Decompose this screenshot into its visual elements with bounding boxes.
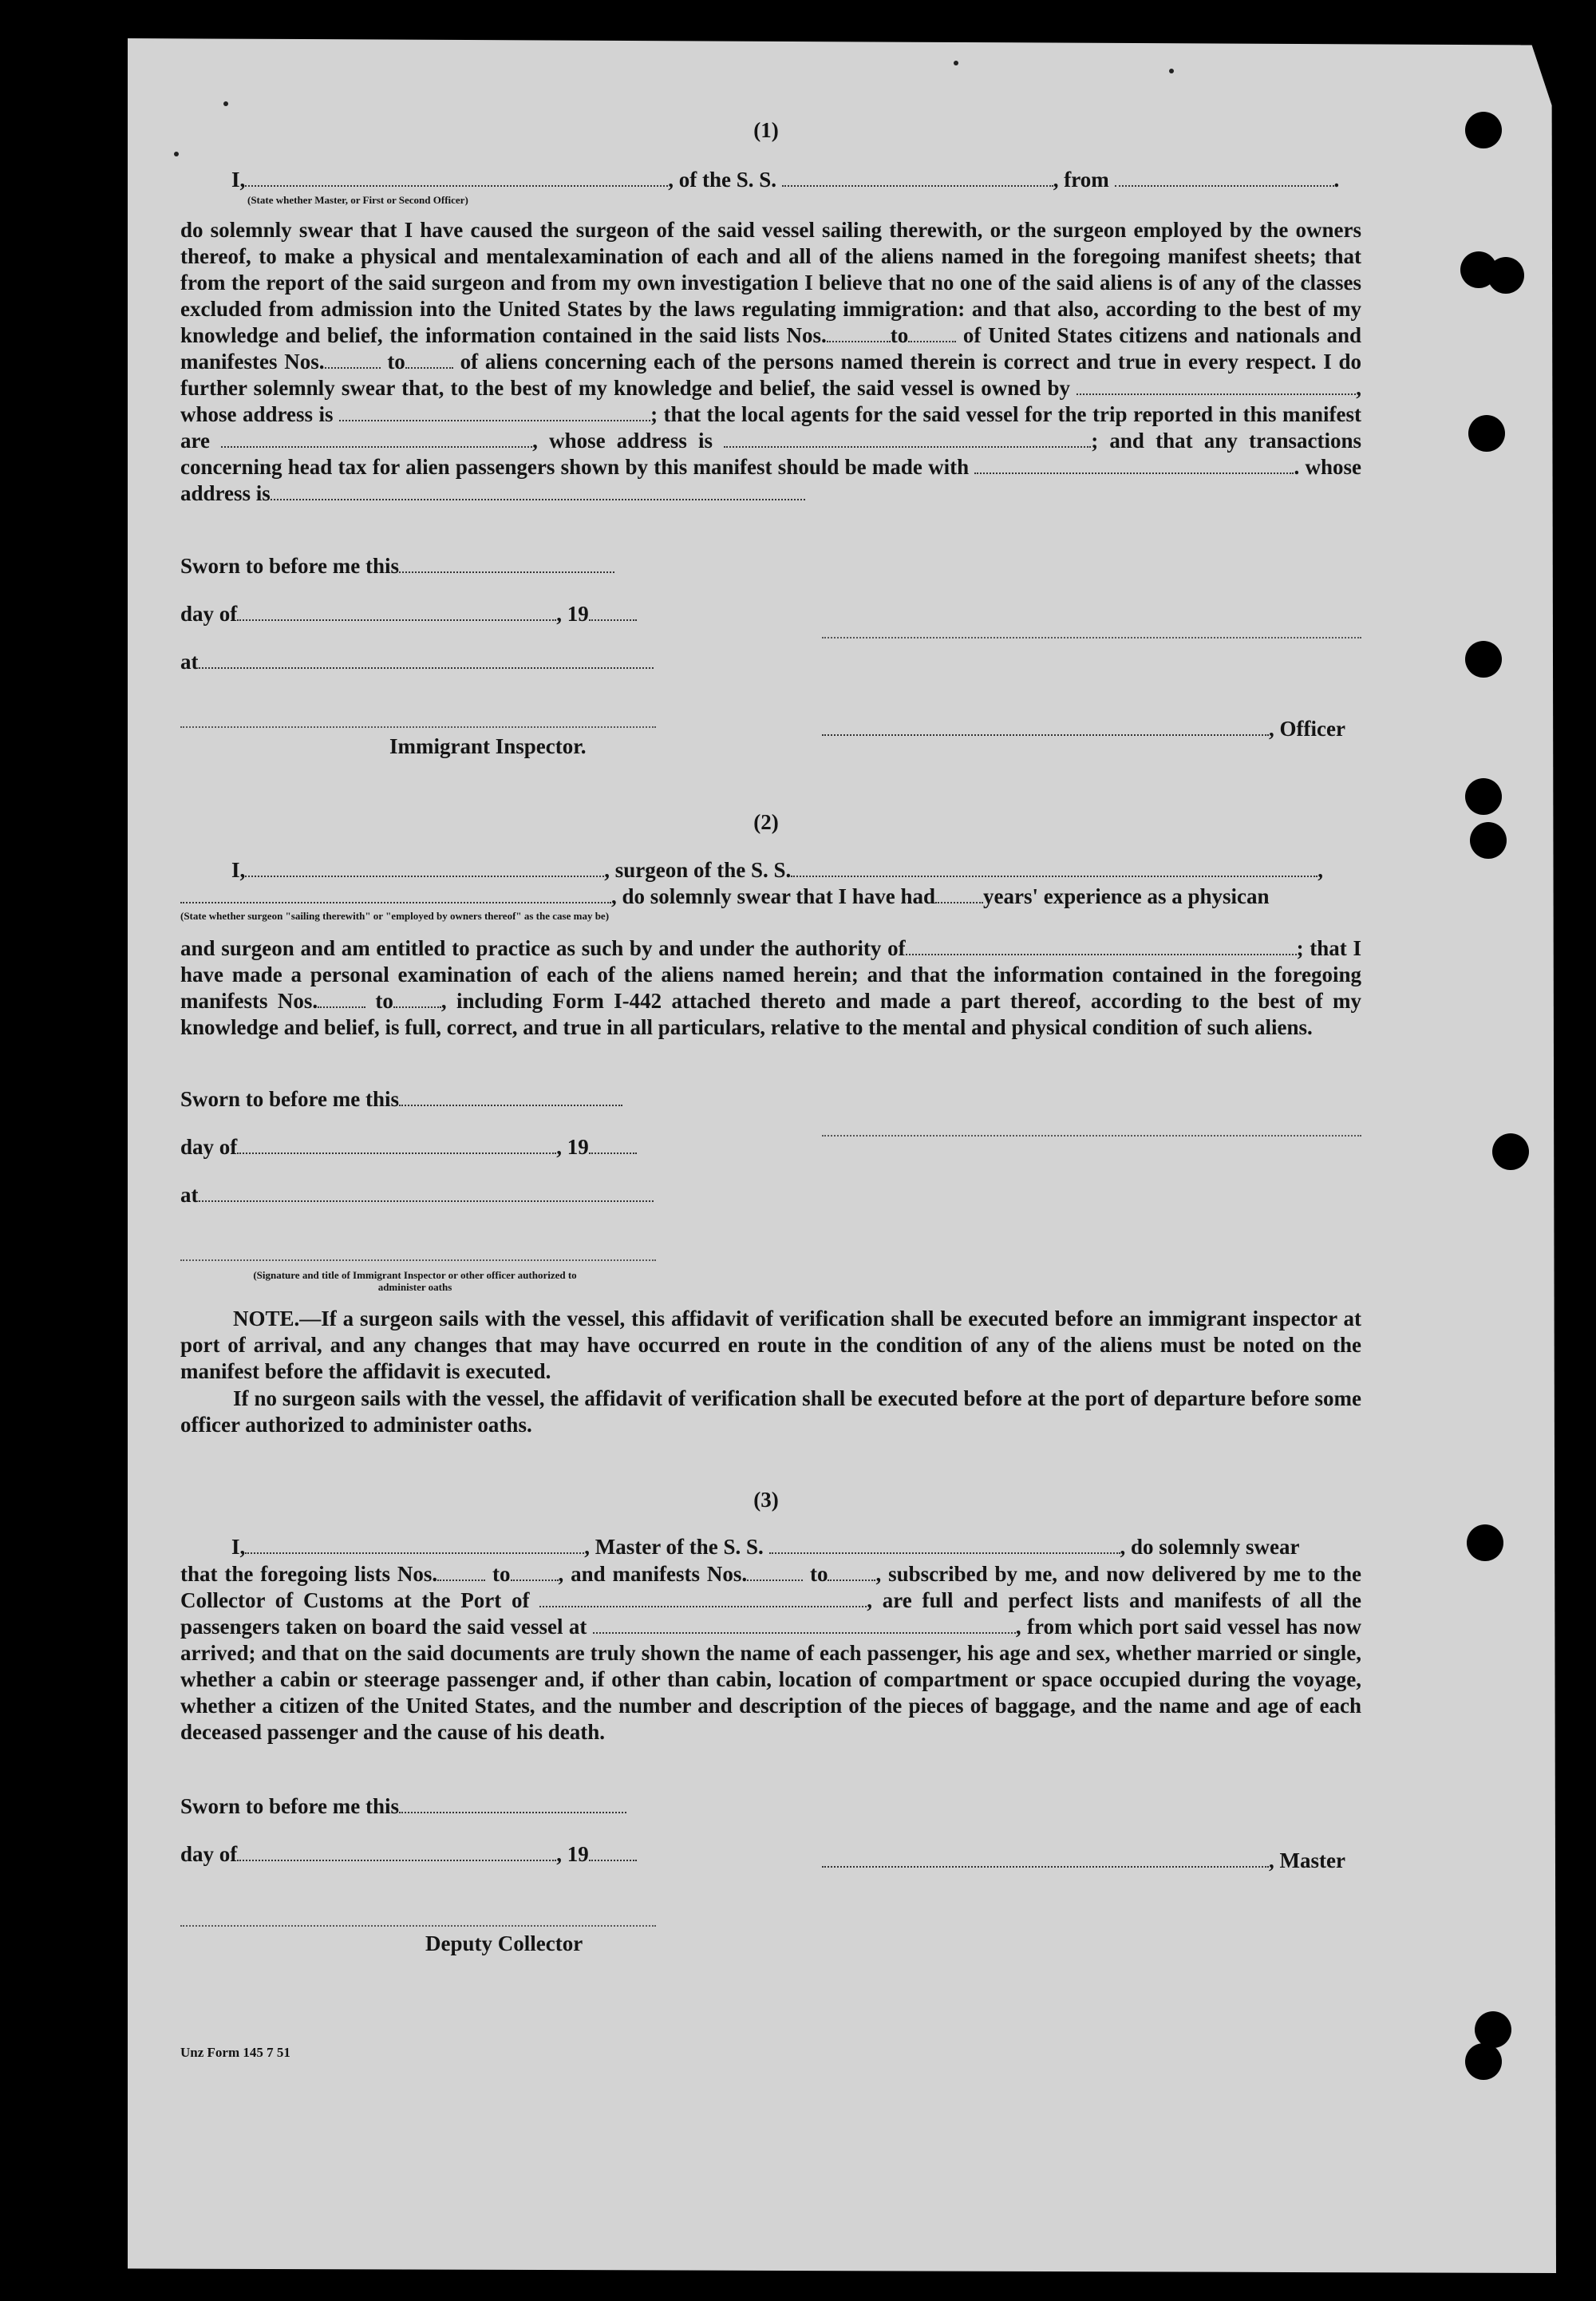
punch-hole bbox=[1487, 257, 1524, 294]
surgeon-manifests-to-field[interactable] bbox=[393, 989, 441, 1008]
authority-field[interactable] bbox=[906, 936, 1297, 955]
officer-caption: (State whether Master, or First or Second Officer) bbox=[247, 194, 468, 206]
month-field[interactable] bbox=[237, 602, 556, 621]
section-2-body: and surgeon and am entitled to practice as such by and under the authority of ; that I have made a personal examination of each of the aliens named herein; and that the information contained in the foregoing manifests Nos. to , including Form I-442 attached thereto and made a part thereof, according to the best of my knowledge and belief, is full, correct, and true in all particulars, relative to the mental and physical condition of such aliens. bbox=[180, 936, 1362, 1039]
sworn-line-3: Sworn to before me this bbox=[180, 1794, 626, 1819]
punch-hole bbox=[1492, 1133, 1529, 1170]
officer-signature-line[interactable] bbox=[822, 637, 1361, 639]
agents-field[interactable] bbox=[221, 429, 532, 448]
surgeon-ship-field[interactable] bbox=[791, 858, 1317, 877]
section-1-oath-line: I, , of the S. S. , from . bbox=[231, 168, 1340, 192]
section-1-body: do solemnly swear that I have caused the surgeon of the said vessel sailing therewith, or the surgeon employed by the owners thereof, to make a physical and mentalexamination of each and all of the aliens named in the foregoing manifest sheets; that from the report of the said surgeon and from my own investigation I believe that no one of the said aliens is of any of the classes excluded from admission into the United States by the laws regulating immigration: and that also, according to the best of my knowledge and belief, the information contained in the said lists Nos. to of United States citizens and nationals and manifestes Nos. to of aliens concerning each of the persons named therein is correct and true in every respect. I do further solemnly swear that, to the best of my knowledge and belief, the said vessel is owned by , whose address is ; that the local agents for the said vessel for the trip reported in this manifest are , whose address is ; and that any transactions concerning head tax for alien passengers shown by this manifest should be made with . whose address is bbox=[180, 218, 1362, 505]
sworn-day-field[interactable] bbox=[399, 554, 614, 573]
at-line-1: at bbox=[180, 650, 654, 674]
deputy-collector-label: Deputy Collector bbox=[425, 1931, 583, 1955]
surgeon-caption: (State whether surgeon "sailing therewith" or "employed by owners thereof" as the case may be) bbox=[180, 910, 610, 922]
at-place-field-2[interactable] bbox=[199, 1183, 654, 1202]
at-line-2: at bbox=[180, 1183, 654, 1208]
form-id: Unz Form 145 7 51 bbox=[180, 2045, 290, 2060]
surgeon-manifests-from-field[interactable] bbox=[318, 989, 365, 1008]
punch-hole bbox=[1465, 112, 1502, 148]
master-manifests-to-field[interactable] bbox=[828, 1562, 875, 1581]
month-field-3[interactable] bbox=[237, 1842, 556, 1861]
label-from: , from bbox=[1053, 168, 1109, 192]
punch-hole bbox=[1465, 778, 1502, 815]
at-place-field[interactable] bbox=[199, 650, 654, 669]
inspector-signature-line[interactable] bbox=[180, 726, 656, 728]
section-1-heading: (1) bbox=[753, 118, 779, 142]
officer-name-field[interactable] bbox=[245, 168, 668, 187]
master-signature-field[interactable] bbox=[822, 1848, 1269, 1868]
master-manifests-from-field[interactable] bbox=[747, 1562, 803, 1581]
year-field-2[interactable] bbox=[589, 1135, 637, 1154]
owner-field[interactable] bbox=[1077, 376, 1356, 395]
section-3-oath-line: I, , Master of the S. S. , do solemnly swear bbox=[231, 1535, 1300, 1559]
inspector-signature-line-2[interactable] bbox=[180, 1259, 656, 1261]
owner-address-field[interactable] bbox=[339, 402, 650, 421]
sworn-line-1: Sworn to before me this bbox=[180, 554, 614, 579]
punch-hole bbox=[1475, 2011, 1511, 2048]
head-tax-address-field[interactable] bbox=[271, 481, 805, 500]
day-of-line-2: day of , 19 bbox=[180, 1135, 637, 1160]
ship-name-field[interactable] bbox=[782, 168, 1053, 187]
head-tax-contact-field[interactable] bbox=[974, 455, 1294, 474]
year-field-3[interactable] bbox=[589, 1842, 637, 1861]
immigrant-inspector-label: Immigrant Inspector. bbox=[389, 734, 587, 758]
punch-hole bbox=[1465, 641, 1502, 678]
punch-hole bbox=[1467, 1524, 1503, 1561]
punch-hole bbox=[1465, 2043, 1502, 2080]
day-of-line-3: day of , 19 bbox=[180, 1842, 637, 1867]
agents-address-field[interactable] bbox=[724, 429, 1091, 448]
signature-caption: (Signature and title of Immigrant Inspector or other officer authorized to administer oaths bbox=[253, 1269, 577, 1293]
surgeon-type-field[interactable] bbox=[180, 884, 611, 903]
label-of-the-ss: , of the S. S. bbox=[668, 168, 777, 192]
day-of-line-1: day of , 19 bbox=[180, 602, 637, 627]
port-of-departure-field[interactable] bbox=[593, 1615, 1016, 1634]
label-i: I, bbox=[231, 168, 246, 192]
sworn-day-field-3[interactable] bbox=[399, 1794, 626, 1813]
deputy-signature-line[interactable] bbox=[180, 1925, 656, 1927]
lists-from-field[interactable] bbox=[827, 323, 891, 342]
surgeon-name-field[interactable] bbox=[245, 858, 604, 877]
section-2-oath-line: I, , surgeon of the S. S. , bbox=[231, 858, 1324, 882]
master-name-field[interactable] bbox=[245, 1535, 584, 1554]
section-3-heading: (3) bbox=[753, 1488, 779, 1512]
section-2-years-line: , do solemnly swear that I have had years' experience as a physican bbox=[180, 884, 1270, 909]
officer-line: , Officer bbox=[822, 717, 1345, 741]
officer-signature-field[interactable] bbox=[822, 717, 1269, 736]
lists-to-field[interactable] bbox=[908, 323, 956, 342]
master-ship-field[interactable] bbox=[769, 1535, 1120, 1554]
manifests-from-field[interactable] bbox=[325, 350, 381, 369]
section-2-heading: (2) bbox=[753, 810, 779, 834]
sworn-line-2: Sworn to before me this bbox=[180, 1087, 622, 1112]
master-line: , Master bbox=[822, 1848, 1345, 1873]
note-paragraph-2: If no surgeon sails with the vessel, the affidavit of verification shall be executed before at the port of departure before some officer authorized to administer oaths. bbox=[180, 1386, 1361, 1437]
month-field-2[interactable] bbox=[237, 1135, 556, 1154]
sworn-day-field-2[interactable] bbox=[399, 1087, 622, 1106]
manifests-to-field[interactable] bbox=[405, 350, 453, 369]
punch-hole bbox=[1470, 822, 1507, 859]
port-of-arrival-field[interactable] bbox=[539, 1588, 867, 1607]
note-paragraph-1: NOTE.—If a surgeon sails with the vessel, this affidavit of verification shall be executed before an immigrant inspector at port of arrival, and any changes that may have occurred en route in the condition of any of the aliens must be noted on the manifest before the affidavit is executed. bbox=[180, 1307, 1361, 1383]
port-from-field[interactable] bbox=[1115, 168, 1334, 187]
section-3-body: that the foregoing lists Nos. to , and manifests Nos. to , subscribed by me, and now delivered by me to the Collector of Customs at the Port of , are full and perfect lists and manifests of all the passengers taken on board the said vessel at , from which port said vessel has now arrived; and that on the said documents are truly shown the name of each passenger, his age and sex, whether married or single, whether a cabin or steerage passenger and, if other than cabin, location of compartment or space occupied during the voyage, whether a citizen of the United States, and the number and description of the pieces of baggage, and the name and age of each deceased passenger and the cause of his death. bbox=[180, 1562, 1362, 1744]
master-lists-to-field[interactable] bbox=[511, 1562, 559, 1581]
surgeon-signature-line[interactable] bbox=[822, 1135, 1361, 1137]
punch-hole bbox=[1468, 415, 1505, 452]
years-field[interactable] bbox=[935, 884, 983, 903]
master-lists-from-field[interactable] bbox=[437, 1562, 485, 1581]
year-field[interactable] bbox=[589, 602, 637, 621]
